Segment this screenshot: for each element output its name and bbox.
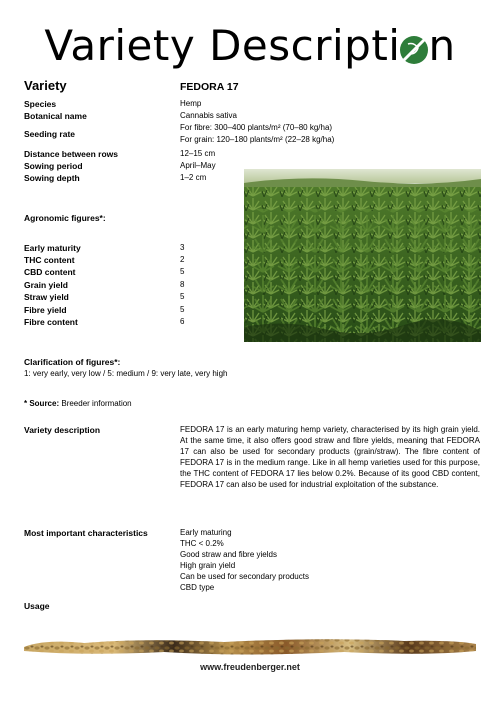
variety-value: FEDORA 17 — [180, 81, 239, 93]
agro-label-early-maturity: Early maturity — [24, 243, 81, 253]
agro-value-cbd: 5 — [180, 267, 185, 276]
usage-label: Usage — [24, 601, 50, 611]
variety-label: Variety — [24, 78, 67, 93]
characteristic-item: CBD type — [180, 583, 215, 592]
botanical-name-value: Cannabis sativa — [180, 111, 237, 120]
leaf-o-icon — [398, 28, 430, 76]
sowing-depth-label: Sowing depth — [24, 173, 80, 183]
seeding-rate-label: Seeding rate — [24, 129, 76, 139]
characteristics-list — [180, 527, 309, 593]
agro-value-thc: 2 — [180, 255, 185, 264]
seeding-rate-grain: For grain: 120–180 plants/m² (22–28 kg/ha) — [180, 135, 335, 144]
title-text-main: Variety Descripti — [44, 21, 401, 70]
variety-description-text: FEDORA 17 is an early maturing hemp variety, characterised by its high grain yield. At the same time, it also offers good straw and fibre yields, meaning that FEDORA 17 can also be used for secondary products (grain/straw). The fibre content of FEDORA 17 is in the medium range. Like in all hemp varieties used for this purpose, the THC content of FEDORA 17 lies below 0.2%. Because of its good CBD content, FEDORA 17 can also be used for industrial exploitation of the substance. — [180, 425, 480, 489]
species-label: Species — [24, 99, 57, 109]
agronomic-heading: Agronomic figures*: — [24, 213, 106, 223]
agro-label-grain-yield: Grain yield — [24, 280, 68, 290]
characteristic-item: Can be used for secondary products — [180, 572, 309, 581]
source-label: * Source: — [24, 399, 60, 408]
agro-label-fibre-content: Fibre content — [24, 317, 78, 327]
botanical-name-label: Botanical name — [24, 111, 87, 121]
seed-strip-decoration — [24, 637, 476, 657]
source-text: Breeder information — [61, 399, 132, 408]
agro-value-early-maturity: 3 — [180, 243, 185, 252]
variety-description-label: Variety description — [24, 425, 101, 435]
agro-label-fibre-yield: Fibre yield — [24, 305, 67, 315]
agro-value-straw-yield: 5 — [180, 292, 185, 301]
seeding-rate-fibre: For fibre: 300–400 plants/m² (70–80 kg/ha) — [180, 123, 333, 132]
agro-value-grain-yield: 8 — [180, 280, 185, 289]
characteristic-item: High grain yield — [180, 561, 236, 570]
page-title — [0, 22, 500, 76]
characteristics-label: Most important characteristics — [24, 528, 148, 538]
agro-label-straw-yield: Straw yield — [24, 292, 69, 302]
row-distance-label: Distance between rows — [24, 149, 119, 159]
footer-website-link[interactable]: www.freudenberger.net — [200, 662, 300, 672]
clarification-heading: Clarification of figures*: — [24, 357, 121, 367]
agro-label-cbd: CBD content — [24, 267, 76, 277]
title-text-end: n — [428, 21, 456, 70]
row-distance-value: 12–15 cm — [180, 149, 216, 158]
agro-label-thc: THC content — [24, 255, 75, 265]
characteristic-item: Good straw and fibre yields — [180, 550, 277, 559]
sowing-period-label: Sowing period — [24, 161, 83, 171]
characteristic-item: Early maturing — [180, 528, 232, 537]
characteristic-item: THC < 0.2% — [180, 539, 224, 548]
agro-value-fibre-content: 6 — [180, 317, 185, 326]
species-value: Hemp — [180, 99, 202, 108]
source-line — [24, 398, 132, 410]
clarification-text: 1: very early, very low / 5: medium / 9: very late, very high — [24, 369, 228, 378]
hemp-field-photo — [244, 169, 481, 342]
sowing-depth-value: 1–2 cm — [180, 173, 207, 182]
sowing-period-value: April–May — [180, 161, 216, 170]
agro-value-fibre-yield: 5 — [180, 305, 185, 314]
